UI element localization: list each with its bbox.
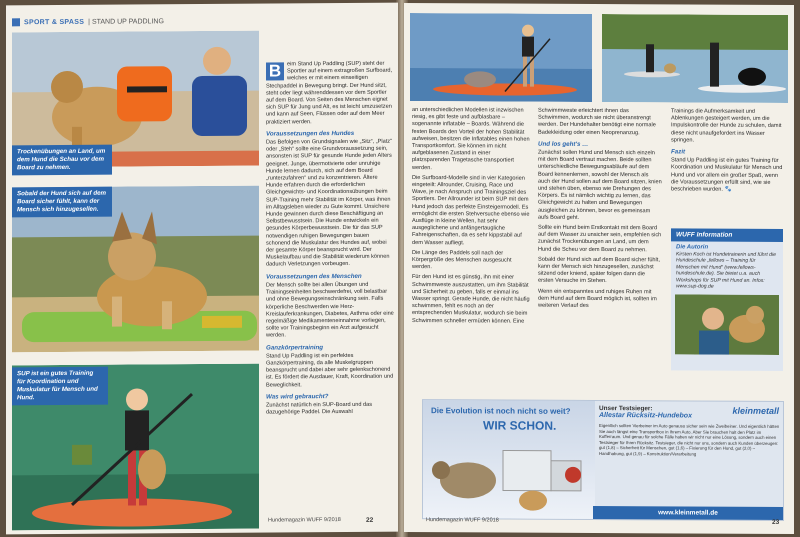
author-text: Kirsten Koch ist Hundetrainerin und führt die Hundeschule „fellows – Training für Menschen mit Hund“ (www.fellows-hundeschule.de). Sie bietet u.a. auch Workshops für SUP mit Hund an. Infos: www.sup-dog.de: [676, 251, 776, 290]
intro-paragraph: B eim Stand Up Paddling (SUP) steht der Sportler auf einem extragroßen Surfboard, welches er mit einem einseitigen Stechpaddel in Bewegung bringt. Der Hund sitzt, steht oder liegt währenddessen vor dem Sportler auf dem Board. Von Seiten des Menschen eignet sich SUP für Jung und Alt, es ist leicht umzusetzen und kann auf Seen, Flüssen oder auf dem Meer praktiziert werden.: [266, 60, 393, 126]
heading-what-needed: Was wird gebraucht?: [266, 392, 329, 401]
ad-url-link[interactable]: www.kleinmetall.de: [593, 506, 783, 520]
paragraph: Zunächst natürlich ein SUP-Board und das dazugehörige Paddel. Die Auswahl: [266, 401, 373, 416]
dog-paw-icon: 🐾: [724, 186, 732, 193]
info-title: WUFF Information: [671, 228, 783, 242]
right-column-1: [412, 107, 530, 390]
left-page: [6, 3, 398, 535]
section-square-icon: [12, 18, 20, 26]
footer-left: Hundemagazin WUFF 9/2018: [268, 517, 341, 524]
left-text-column: [266, 61, 394, 512]
paragraph: Der Mensch sollte bei allen Übungen und Trainingseinheiten beschwerdefrei, voll belastbar und ohne Bewegungseinschränkung sein. Falls körperliche Beschwerden wie Herz-Kreislauferkrankungen, Diabetes, Asthma oder eine regelmäßige Medikamenteneinnahme vorliegen, sollte vor Trainingsbeginn ein Arzt aufgesucht werden.: [266, 281, 394, 339]
ad-question: Die Evolution ist noch nicht so weit?: [431, 406, 571, 416]
dropcap: B: [266, 62, 284, 80]
section-header: [12, 15, 164, 28]
author-photo: [675, 295, 779, 356]
heading-lets-go: Und los geht's …: [538, 140, 589, 148]
ad-product-image: [423, 430, 595, 519]
ad-brand-logo: kleinmetall: [732, 405, 779, 416]
caption-2: Sobald der Hund sich auf dem Board sicher fühlt, kann der Mensch sich hinzugesellen.: [12, 187, 112, 218]
section-label: SPORT & SPASS: [24, 18, 85, 26]
paragraph: Schwimmweste erleichtert ihnen das Schwimmen, wodurch sie nicht überanstrengt werden. Der Hundehalter benötigt eine normale Badekleidung oder einen Neoprenanzug.: [538, 107, 656, 136]
paragraph: an unterschiedlichen Modellen ist inzwischen riesig, es gibt feste und aufblasbare – sogenannte inflatable – Boards. Während die festen Boards den Vorteil der hohen Stabilität aufweisen, besitzen die Inflatables einen hohen Transportkomfort. Sie können im nicht aufgeblasenen Zustand in einer platzsparenden Tragetasche transportiert werden.: [412, 107, 530, 171]
paragraph: Für den Hund ist es günstig, ihn mit einer Schwimmweste auszustatten, um ihm Stabilität und Sicherheit zu geben, falls er einmal ins Wasser springt. Gerade Hunde, die nicht häufig schwimmen, fehlt es noch an der entsprechenden Muskulatur, wodurch sie beim Schwimmen schneller ermüden können. Eine: [412, 274, 530, 325]
heading-full-body: Ganzkörpertraining: [266, 343, 324, 352]
paragraph: Stand Up Paddling ist ein gutes Training für Koordination und Muskulatur für Mensch und Hund und vor allem ein großer Spaß, wenn die Voraussetzungen erfüllt sind, wie sie beschrieben wurden. 🐾: [671, 157, 783, 193]
paragraph: Die Länge des Paddels soll nach der Körpergröße des Menschen ausgesucht werden.: [412, 249, 512, 271]
paragraph: Stand Up Paddling ist ein perfektes Ganzkörpertraining, da alle Muskelgruppen beansprucht und dabei aber sehr gelenkschonend ist. Es fördert die Ausdauer, Kraft, Koordination und Beweglichkeit.: [266, 352, 394, 389]
heading-dog-requirements: Voraussetzungen des Hundes: [266, 129, 355, 138]
ad-body: Eigentlich sollten Vierbeiner im Auto genauso sicher sein wie Zweibeiner. Und eigentlich hätten Sie auch längst eine Transportbox in Ihrem Auto. Aber Sie brauchen halt den Platz im Kofferraum. Und genau für solche Fälle haben wir nicht nur eine Lösung, sondern auch einen Testsieger für Ihren Rücksitz. Testsieger, die nicht nur uns, sondern auch Kunden überzeugen: gut (1,8) – Sicherheit für Menschen, gut (1,6) – Fixierung für den Hund, gut (2,0) – Handhabung, gut (1,9) – Konstruktion/Verarbeitung: [599, 423, 780, 457]
page-number-right: 23: [772, 518, 780, 526]
footer-right: Hundemagazin WUFF 9/2018: [426, 517, 499, 524]
ad-tester-title: Unser Testsieger:: [599, 405, 653, 413]
paragraph: Das Befolgen von Grundsignalen wie „Sitz“, „Platz“ oder „Steh“ sollte eine Grundvoraussetzung sein, ansonsten ist SUP für gesunde Hunde jeden Alters geeignet. Junge, übermotivierte oder unruhige Hunde lernen dadurch, sich auf dem Board „runterzufahren“ und zu konzentrieren. Ältere Hunde erfahren durch die erforderlichen Gleichgewichts- und Koordinationsübungen beim SUP-Training mehr Stabilität im Körper, was ihnen im Alltagsleben wieder zu Gute kommt. Unsichere Hunde gewinnen durch diese Beschäftigung an Selbstbewusstsein. Die Hunde entwickeln ein gesundes Körperbewusstsein. Die für das SUP notwendigen ruhigen Bewegungen bauen schonend die Muskulatur des Hundes auf, wobei der gesamte Körper beansprucht wird. Der Muskelaufbau und die Stabilität wiederum können dadurch Verletzungen vorbeugen.: [266, 138, 392, 269]
paragraph: Sollte ein Hund beim Erstkontakt mit dem Board auf dem Wasser zu unsicher sein, empfehlen sich zunächst Trockenübungen an Land, um dem Hund die Scheu vor dem Board zu nehmen.: [538, 224, 662, 253]
page-number-left: 22: [366, 516, 374, 524]
info-box: [671, 228, 783, 371]
right-page: [404, 3, 794, 534]
author-heading: Die Autorin: [676, 244, 709, 251]
paragraph: Die Surfboard-Modelle sind in vier Kategorien eingeteilt: Allrounder, Cruising, Race und Wave, je nach Anspruch und Trainingsziel des Sportlers. Der Allrounder ist beim SUP mit dem Hund jedoch das perfekte Einsteigermodell. Es ermöglicht die ersten Stehversuche ebenso wie Ausflüge in kleine Wellen, hat sehr ausgeglichene und anfängertaugliche Fahreigenschaften, da es sehr kippstabil auf dem Wasser aufliegt.: [412, 174, 530, 246]
heading-fazit: Fazit: [671, 148, 686, 156]
ad-product-name: Allestar Rücksitz-Hundebox: [599, 412, 692, 420]
caption-1: Trockenübungen an Land, um dem Hund die Schau vor dem Board zu nehmen.: [12, 145, 112, 176]
section-sublabel: | STAND UP PADDLING: [88, 17, 164, 26]
right-column-2: [538, 108, 662, 391]
paragraph: Wenn ein entspanntes und ruhiges Ruhen mit dem Hund auf dem Board möglich ist, sollten im weiteren Verlauf des: [538, 288, 657, 310]
paragraph: Sobald der Hund sich auf dem Board sicher fühlt, kann der Mensch sich hinzugesellen, zunächst sitzend oder kniend, später folgen dann die ersten Versuche im Stehen.: [538, 256, 660, 285]
heading-human-requirements: Voraussetzungen des Menschen: [266, 272, 362, 281]
caption-3: SUP ist ein gutes Training für Koordination und Muskulatur für Mensch und Hund.: [12, 367, 108, 406]
photo-sup-dog-lake: [410, 13, 592, 102]
paragraph: Trainings die Aufmerksamkeit und Ablenkungen gesteigert werden, um die Impulskontrolle der Hunde zu schulen, damit diese nicht unaufgefordert ins Wasser springen.: [671, 108, 782, 144]
ad-visual: [423, 400, 595, 519]
right-column-3: [671, 108, 785, 227]
paragraph: Zunächst sollen Hund und Mensch sich einzeln mit dem Board vertraut machen. Beide sollten unterschiedliche Bewegungsabläufe auf dem Board kennenlernen, sowohl der Mensch als auch der Hund sollen auf dem Board sitzen, knien und stehen üben, ebenso wie Drehungen des Körpers. Es ist nämlich wichtig zu lernen, das Gleichgewicht zu halten und Bewegungen ausgleichen zu können, bevor es gemeinsam aufs Board geht.: [538, 149, 662, 221]
ad-slogan: WIR SCHON.: [483, 418, 557, 433]
photo-two-paddlers: [602, 14, 788, 103]
